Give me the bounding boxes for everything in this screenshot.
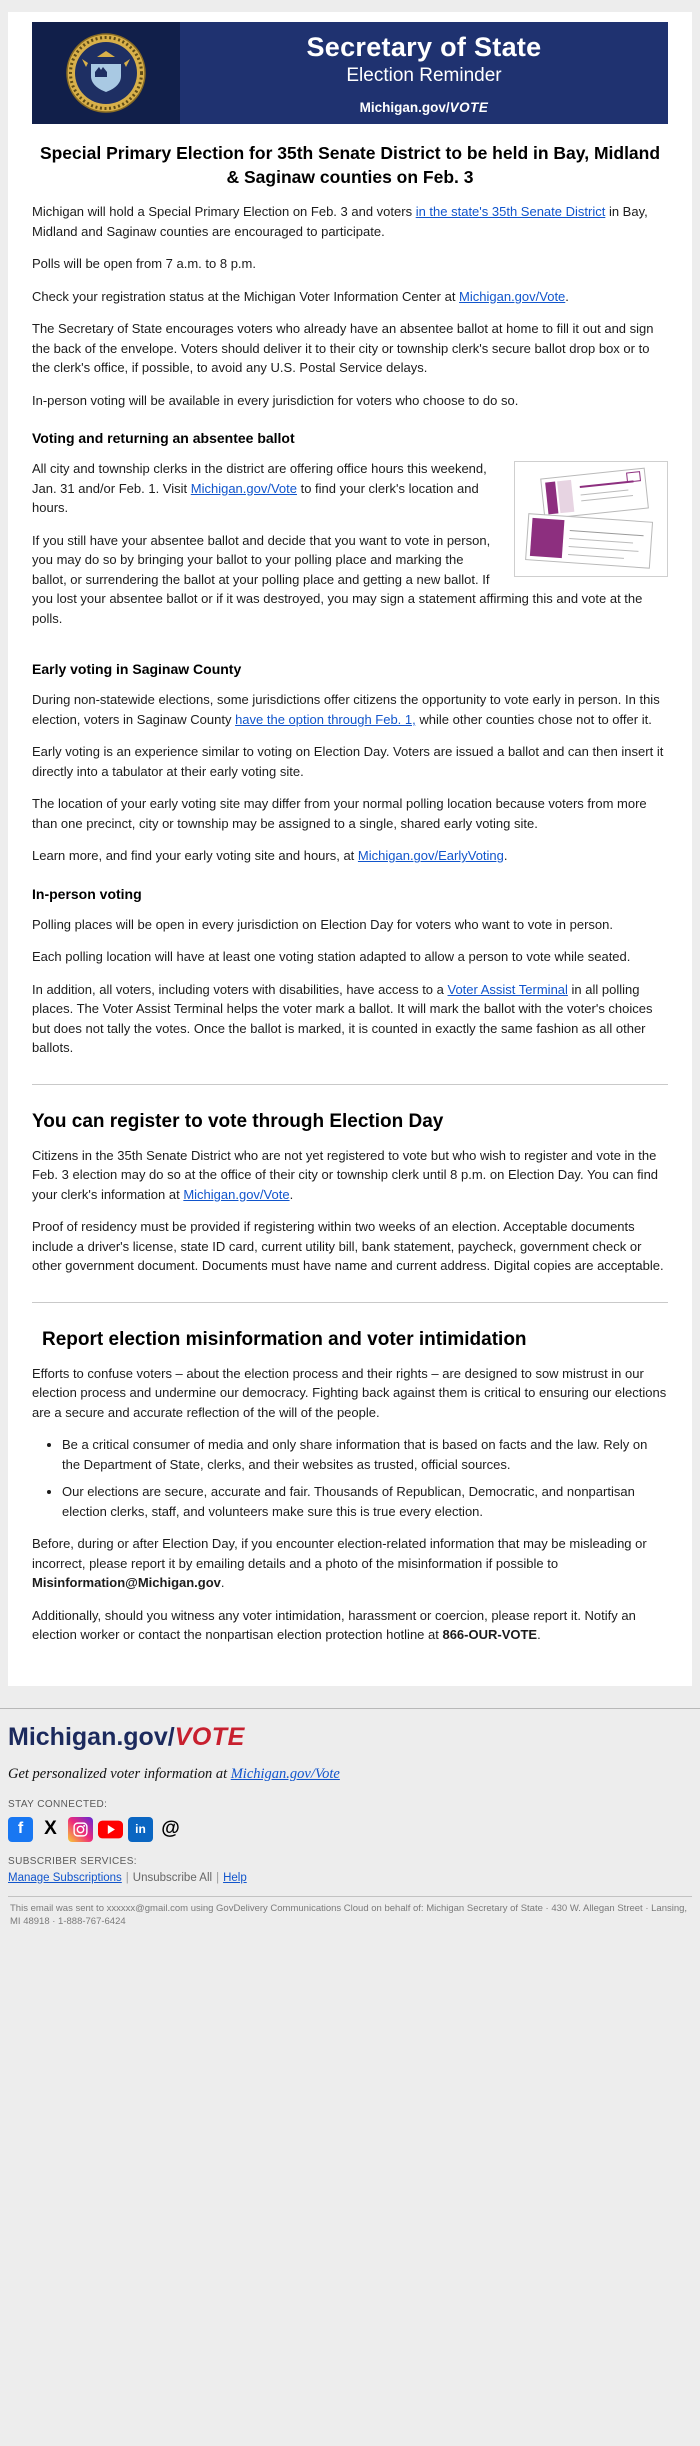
email-footer xyxy=(0,1708,700,1943)
text: to find your clerk's location and hours. xyxy=(32,480,479,516)
text: Check your registration status at the Michigan Voter Information Center at xyxy=(32,288,460,304)
misinformation-paragraph-1: Efforts to confuse voters – about the election process and their rights – are designed to sow mistrust in our election process and undermine our democracy. Fighting back against them is critical to ensuring our elections are a secure and accurate reflection of the will of the people. xyxy=(32,1365,667,1420)
footer-logo xyxy=(8,1723,692,1752)
seal-panel xyxy=(32,22,180,124)
manage-subscriptions-link[interactable]: Manage Subscriptions xyxy=(8,1871,122,1884)
misinformation-email: Misinformation@Michigan.gov xyxy=(32,1575,221,1591)
text: Citizens in the 35th Senate District who are not yet registered to vote but who wish to register and vote in the Feb. 3 election may do so at the office of their city or township clerk until 8 p.m. on Election Day. You can find your clerk's information at xyxy=(32,1147,659,1202)
voter-assist-terminal-link[interactable]: Voter Assist Terminal xyxy=(447,981,568,997)
text: Before, during or after Election Day, if you encounter election-related information that may be misleading or incorrect, please report it by emailing details and a photo of the misinformation if possible to xyxy=(32,1536,647,1571)
headline: Special Primary Election for 35th Senate District to be held in Bay, Midland & Saginaw counties on Feb. 3 xyxy=(39,143,661,187)
registration-status-paragraph xyxy=(32,287,668,307)
list-item: • Our elections are secure, accurate and fair. Thousands of Republican, Democratic, and nonpartisan election clerks, staff, and volunteers make sure this is true every election. xyxy=(62,1482,668,1521)
absentee-section-body xyxy=(32,459,668,641)
text: in all polling places. The Voter Assist Terminal helps the voter mark a ballot. It will mark the ballot with the voter's choices but does not tally the votes. Once the ballot is marked, it is counted in exactly the same fashion as all other ballots. xyxy=(32,981,653,1056)
intimidation-report-paragraph xyxy=(32,1606,668,1645)
intro-paragraph xyxy=(32,202,668,241)
unsubscribe-all-link[interactable]: Unsubscribe All xyxy=(132,1871,213,1884)
inperson-section-heading: In-person voting xyxy=(32,885,142,902)
subscriber-services-label: SUBSCRIBER SERVICES: xyxy=(8,1855,137,1867)
header-title: Secretary of State xyxy=(306,32,542,62)
text: Michigan will hold a Special Primary Election on Feb. 3 and voters xyxy=(32,204,416,220)
misinformation-report-paragraph xyxy=(32,1534,668,1593)
early-voting-paragraph-3: The location of your early voting site may differ from your normal polling location because voters from more than one precinct, city or township may be assigned to a single, shared early voting site. xyxy=(32,796,647,831)
election-protection-hotline: 866-OUR-VOTE xyxy=(442,1627,538,1643)
header-brand-prefix: Michigan.gov/ xyxy=(359,100,450,115)
early-voting-paragraph-4 xyxy=(32,846,668,866)
x-twitter-icon[interactable] xyxy=(38,1817,63,1842)
absentee-envelopes-image xyxy=(514,461,668,577)
separator xyxy=(126,1872,129,1884)
register-paragraph-1 xyxy=(32,1146,668,1205)
separator xyxy=(216,1872,219,1884)
text: Learn more, and find your early voting site and hours, at xyxy=(32,848,358,864)
threads-icon[interactable] xyxy=(158,1817,183,1842)
michigan-gov-vote-link[interactable]: Michigan.gov/Vote xyxy=(190,480,297,496)
text: All city and township clerks in the district are offering office hours this weekend, Jan. 31 and/or Feb. 1. Visit xyxy=(32,461,487,496)
michigan-state-seal-icon xyxy=(66,33,146,113)
register-section-heading: You can register to vote through Election Day xyxy=(32,1110,444,1132)
email-body xyxy=(8,12,692,1686)
inperson-available-paragraph: In-person voting will be available in every jurisdiction for voters who choose to do so. xyxy=(32,392,519,408)
michigan-gov-vote-link[interactable]: Michigan.gov/Vote xyxy=(459,288,566,304)
help-link[interactable]: Help xyxy=(223,1871,247,1884)
text: . xyxy=(289,1186,294,1202)
footer-tagline xyxy=(8,1766,692,1783)
subscriber-links-row xyxy=(8,1872,692,1884)
instagram-icon[interactable] xyxy=(68,1817,93,1842)
inperson-paragraph-1: Polling places will be open in every jurisdiction on Election Day for voters who want to vote in person. xyxy=(32,916,613,932)
header-brand-vote: VOTE xyxy=(449,100,489,115)
divider xyxy=(32,1302,668,1303)
email-header xyxy=(32,22,668,124)
text: while other counties chose not to offer it. xyxy=(415,711,652,727)
youtube-icon[interactable] xyxy=(98,1817,123,1842)
early-voting-paragraph-2: Early voting is an experience similar to voting on Election Day. Voters are issued a ballot and can then insert it directly into a tabulator at their early voting site. xyxy=(32,744,664,779)
early-voting-section-heading: Early voting in Saginaw County xyxy=(32,661,242,678)
still-have-ballot-paragraph: If you still have your absentee ballot and decide that you want to vote in person, you may do so by bringing your ballot to your polling place and marking the ballot, or surrendering the ballot at your polling place and getting a new ballot. If you lost your absentee ballot or if it was destroyed, you may sign a statement affirming this and vote at the polls. xyxy=(32,532,643,626)
social-icons-row xyxy=(8,1817,692,1842)
header-text-panel xyxy=(180,22,668,124)
list-item: • Be a critical consumer of media and only share information that is based on facts and the law. Rely on the Department of State, clerks, and their websites as trusted, official sources. xyxy=(62,1435,668,1474)
header-subtitle: Election Reminder xyxy=(346,65,502,86)
inperson-paragraph-3 xyxy=(32,980,668,1058)
polls-hours-paragraph: Polls will be open from 7 a.m. to 8 p.m. xyxy=(32,256,256,272)
early-voting-paragraph-1 xyxy=(32,690,668,729)
absentee-section-heading: Voting and returning an absentee ballot xyxy=(32,430,295,447)
footer-logo-prefix: Michigan.gov/ xyxy=(8,1722,175,1751)
misinformation-tips-list xyxy=(62,1435,668,1521)
text: in Bay, Midland and Saginaw counties are encouraged to participate. xyxy=(32,204,648,239)
senate-district-link[interactable]: in the state's 35th Senate District xyxy=(415,204,606,220)
text: . xyxy=(503,848,508,864)
facebook-icon[interactable] xyxy=(8,1817,33,1842)
inperson-paragraph-2: Each polling location will have at least one voting station adapted to allow a person to vote while seated. xyxy=(32,949,631,965)
text: During non-statewide elections, some jurisdictions offer citizens the opportunity to vote early in person. In this election, voters in Saginaw County xyxy=(32,692,660,727)
text: . xyxy=(565,288,569,304)
divider xyxy=(32,1084,668,1085)
stay-connected-label: STAY CONNECTED: xyxy=(8,1798,108,1810)
text: Get personalized voter information at xyxy=(8,1765,231,1782)
header-brand xyxy=(180,100,668,115)
fine-print: This email was sent to xxxxxx@gmail.com using GovDelivery Communications Cloud on behalf of: Michigan Secretary of State · 430 W. Allegan Street · Lansing, MI 48918 · 1-888-767-6424 xyxy=(8,1896,692,1943)
text: In addition, all voters, including voters with disabilities, have access to a xyxy=(32,981,448,997)
register-paragraph-2: Proof of residency must be provided if registering within two weeks of an election. Acceptable documents include a driver's license, state ID card, current utility bill, bank statement, paycheck, government check or other government document. Documents must have name and current address. Digital copies are acceptable. xyxy=(32,1219,664,1274)
michigan-gov-vote-link[interactable]: Michigan.gov/Vote xyxy=(183,1186,290,1202)
early-voting-option-link[interactable]: have the option through Feb. 1, xyxy=(235,711,416,727)
early-voting-link[interactable]: Michigan.gov/EarlyVoting xyxy=(357,848,504,864)
text: . xyxy=(537,1627,541,1643)
footer-logo-vote: VOTE xyxy=(174,1722,245,1751)
misinformation-section-heading: Report election misinformation and voter intimidation xyxy=(42,1328,527,1350)
absentee-encourage-paragraph: The Secretary of State encourages voters who already have an absentee ballot at home to fill it out and sign the back of the envelope. Voters should deliver it to their city or township clerk's secure ballot drop box or to the clerk's office, if possible, to avoid any U.S. Postal Service delays. xyxy=(32,321,654,376)
footer-vote-link[interactable]: Michigan.gov/Vote xyxy=(230,1765,340,1782)
text: Additionally, should you witness any voter intimidation, harassment or coercion, please report it. Notify an election worker or contact the nonpartisan election protection hotline at xyxy=(32,1607,636,1643)
linkedin-icon[interactable] xyxy=(128,1817,153,1842)
text: . xyxy=(220,1575,225,1591)
